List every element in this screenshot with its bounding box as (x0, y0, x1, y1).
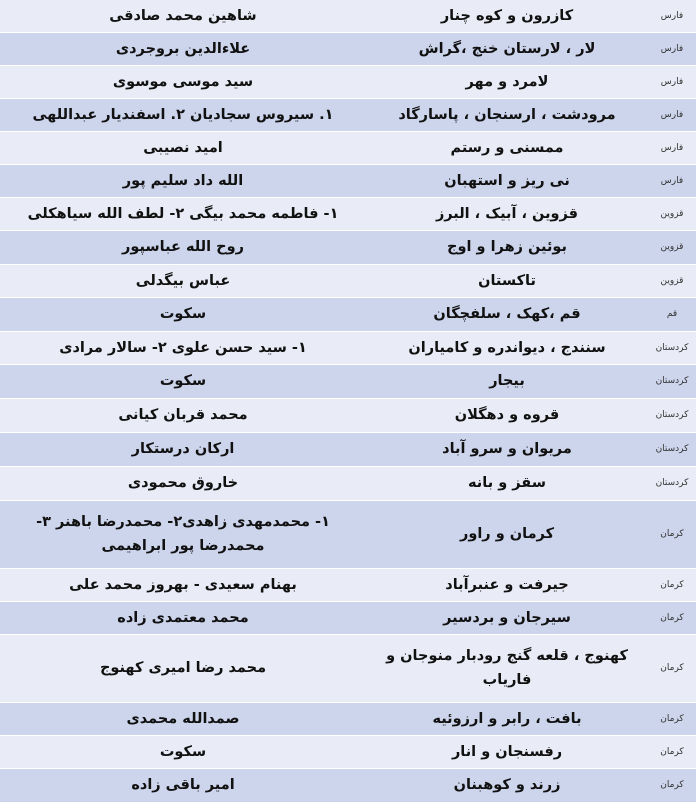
province-cell: کردستان (648, 398, 696, 432)
table-row (0, 432, 696, 466)
representative-cell: امیر باقی زاده (0, 768, 366, 802)
province-cell: فارس (648, 98, 696, 131)
province-cell: کردستان (648, 364, 696, 398)
table-row (0, 735, 696, 768)
representative-cell: محمد رضا امیری کهنوج (0, 634, 366, 702)
representative-cell: صمدالله محمدی (0, 702, 366, 735)
constituency-cell: کازرون و کوه چنار (366, 0, 648, 32)
province-cell: قزوین (648, 264, 696, 297)
province-cell: کرمان (648, 702, 696, 735)
representative-cell: الله داد سلیم پور (0, 164, 366, 197)
constituency-cell: رفسنجان و انار (366, 735, 648, 768)
table-row (0, 601, 696, 634)
representative-cell: علاءالدین بروجردی (0, 32, 366, 65)
table-row (0, 297, 696, 331)
representative-cell: عباس بیگدلی (0, 264, 366, 297)
representative-cell: محمد معتمدی زاده (0, 601, 366, 634)
province-cell: فارس (648, 65, 696, 98)
province-cell: کرمان (648, 568, 696, 601)
province-cell: فارس (648, 0, 696, 32)
table-row (0, 364, 696, 398)
constituency-cell: بوئین زهرا و اوج (366, 230, 648, 264)
province-cell: فارس (648, 164, 696, 197)
constituency-cell: بیجار (366, 364, 648, 398)
constituency-cell: قروه و دهگلان (366, 398, 648, 432)
representative-cell: سکوت (0, 297, 366, 331)
table-row (0, 466, 696, 500)
table-row (0, 164, 696, 197)
table-row (0, 634, 696, 702)
constituency-cell: لار ، لارستان خنج ،گراش (366, 32, 648, 65)
province-cell: کردستان (648, 432, 696, 466)
representative-cell: امید نصیبی (0, 131, 366, 164)
province-cell: کردستان (648, 331, 696, 364)
representative-cell: محمد قربان کیانی (0, 398, 366, 432)
table-row (0, 98, 696, 131)
constituency-cell: مریوان و سرو آباد (366, 432, 648, 466)
constituency-cell: جیرفت و عنبرآباد (366, 568, 648, 601)
representative-cell: روح الله عباسپور (0, 230, 366, 264)
table-row (0, 768, 696, 802)
constituency-cell: مرودشت ، ارسنجان ، پاسارگاد (366, 98, 648, 131)
constituency-cell: سقز و بانه (366, 466, 648, 500)
province-cell: قزوین (648, 230, 696, 264)
table-row (0, 32, 696, 65)
constituency-cell: ممسنی و رستم (366, 131, 648, 164)
constituency-cell: سنندج ، دیواندره و کامیاران (366, 331, 648, 364)
table-row (0, 264, 696, 297)
province-cell: قزوین (648, 197, 696, 230)
table-row (0, 0, 696, 32)
constituency-cell: لامرد و مهر (366, 65, 648, 98)
province-cell: کرمان (648, 768, 696, 802)
representative-cell: ۱. سیروس سجادیان ۲. اسفندیار عبداللهی (0, 98, 366, 131)
table-row (0, 702, 696, 735)
representative-cell: سید موسی موسوی (0, 65, 366, 98)
table-row (0, 65, 696, 98)
constituency-cell: بافت ، رابر و ارزوئیه (366, 702, 648, 735)
province-cell: کردستان (648, 466, 696, 500)
representative-cell: ۱- سید حسن علوی ۲- سالار مرادی (0, 331, 366, 364)
table-row (0, 131, 696, 164)
province-cell: کرمان (648, 634, 696, 702)
constituency-cell: سیرجان و بردسیر (366, 601, 648, 634)
constituency-cell: قم ،کهک ، سلفچگان (366, 297, 648, 331)
province-cell: کرمان (648, 601, 696, 634)
constituency-cell: کرمان و راور (366, 500, 648, 568)
constituency-cell: کهنوج ، قلعه گنج رودبار منوجان و فاریاب (366, 634, 648, 702)
representative-cell: ارکان درستکار (0, 432, 366, 466)
representative-cell: سکوت (0, 735, 366, 768)
table-row (0, 197, 696, 230)
representative-cell: ۱- فاطمه محمد بیگی ۲- لطف الله سیاهکلی (0, 197, 366, 230)
table-row (0, 568, 696, 601)
constituency-cell: نی ریز و استهبان (366, 164, 648, 197)
constituency-cell: زرند و کوهبنان (366, 768, 648, 802)
representative-cell: بهنام سعیدی - بهروز محمد علی (0, 568, 366, 601)
table-row (0, 331, 696, 364)
province-cell: کرمان (648, 500, 696, 568)
province-cell: فارس (648, 131, 696, 164)
constituency-cell: قزوین ، آبیک ، البرز (366, 197, 648, 230)
representative-cell: سکوت (0, 364, 366, 398)
province-cell: فارس (648, 32, 696, 65)
constituency-cell: تاکستان (366, 264, 648, 297)
table-row (0, 230, 696, 264)
province-cell: کرمان (648, 735, 696, 768)
representative-cell: ۱- محمدمهدی زاهدی۲- محمدرضا باهنر ۳- محمدرضا پور ابراهیمی (0, 500, 366, 568)
representative-cell: شاهین محمد صادقی (0, 0, 366, 32)
province-cell: قم (648, 297, 696, 331)
table-row (0, 398, 696, 432)
representative-cell: خاروق محمودی (0, 466, 366, 500)
table-row (0, 500, 696, 568)
